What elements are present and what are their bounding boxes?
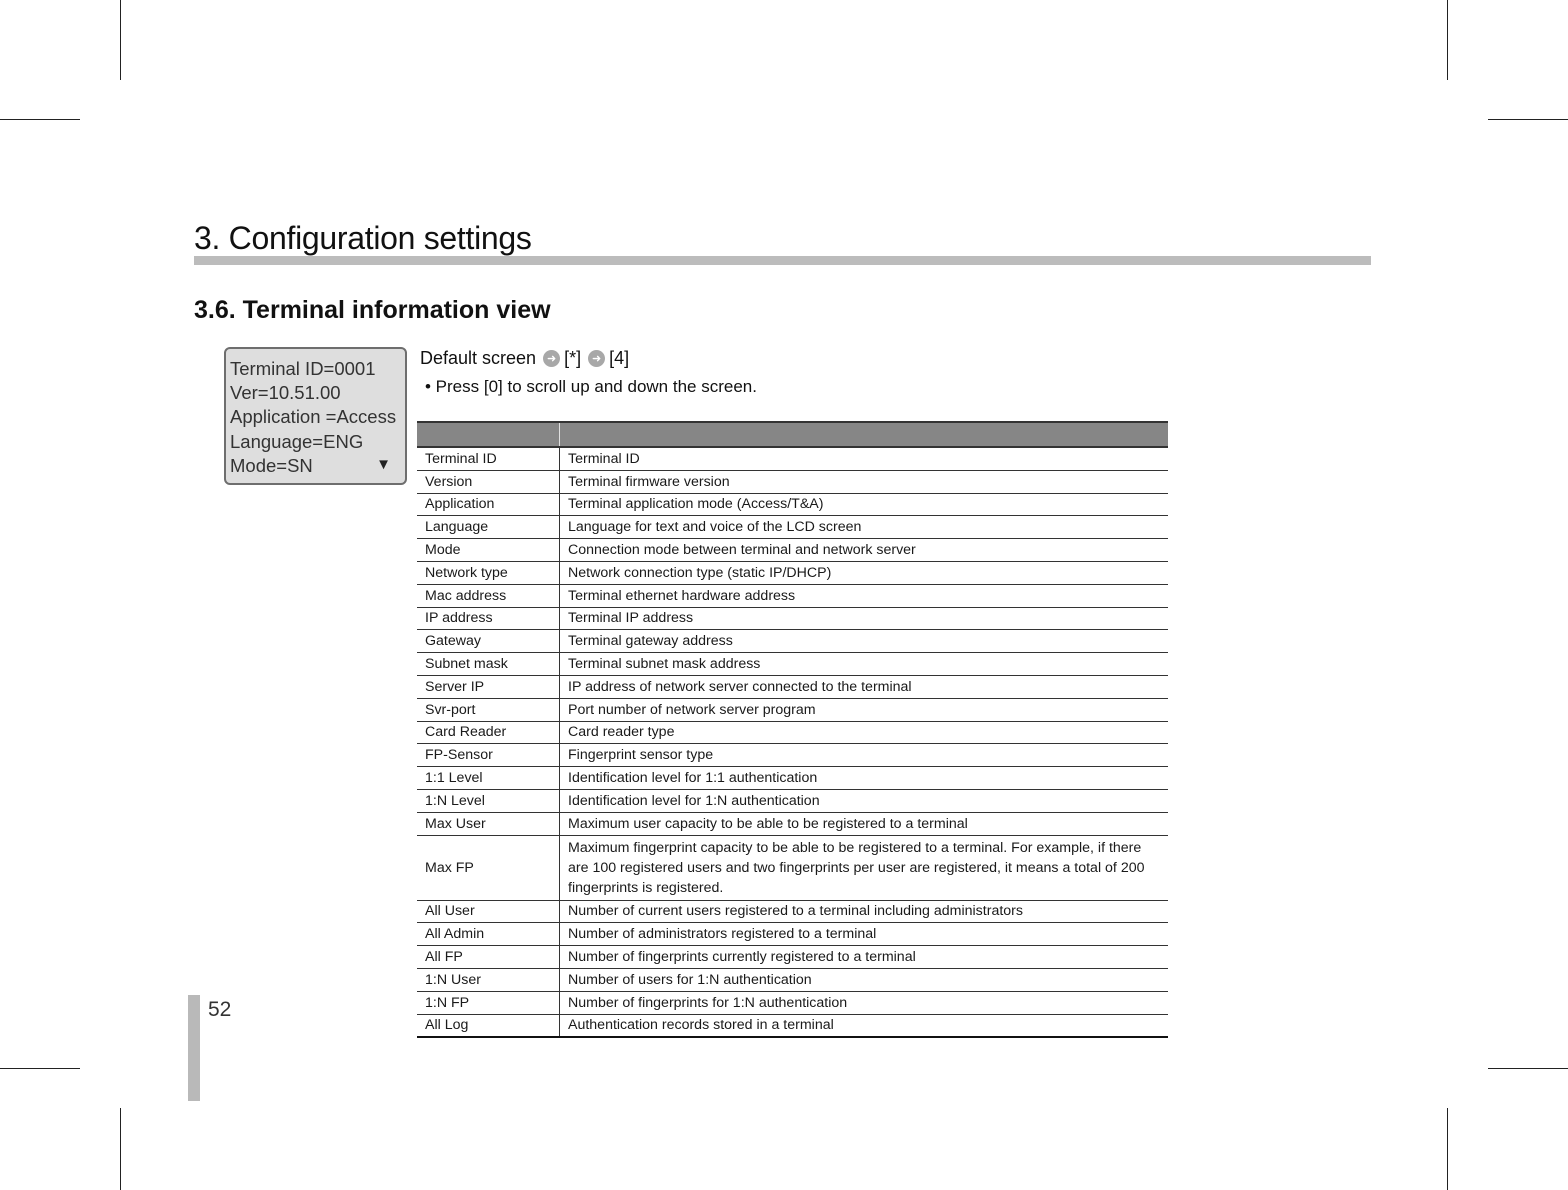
terminal-info-table bbox=[417, 421, 1168, 1038]
right-arrow-circle-icon: ➜ bbox=[543, 350, 560, 367]
item-description: Terminal subnet mask address bbox=[560, 653, 1169, 676]
right-arrow-circle-icon: ➜ bbox=[588, 350, 605, 367]
table-row bbox=[417, 744, 1168, 767]
table-row bbox=[417, 968, 1168, 991]
table-row bbox=[417, 675, 1168, 698]
item-description: IP address of network server connected to the terminal bbox=[560, 675, 1169, 698]
item-description: Authentication records stored in a terminal bbox=[560, 1014, 1169, 1037]
item-description: Identification level for 1:N authentication bbox=[560, 789, 1169, 812]
item-name: Max FP bbox=[417, 835, 560, 900]
item-name: All Admin bbox=[417, 923, 560, 946]
item-description: Terminal firmware version bbox=[560, 470, 1169, 493]
chapter-rule bbox=[194, 256, 1371, 265]
nav-start: Default screen bbox=[420, 348, 537, 368]
item-name: All User bbox=[417, 900, 560, 923]
table-row bbox=[417, 470, 1168, 493]
item-description: Port number of network server program bbox=[560, 698, 1169, 721]
item-name: 1:N Level bbox=[417, 789, 560, 812]
table-row bbox=[417, 923, 1168, 946]
item-name: Subnet mask bbox=[417, 653, 560, 676]
down-triangle-icon: ▼ bbox=[376, 456, 391, 473]
item-name: All Log bbox=[417, 1014, 560, 1037]
scroll-instruction: • Press [0] to scroll up and down the screen. bbox=[425, 377, 757, 396]
item-name: All FP bbox=[417, 946, 560, 969]
table-row bbox=[417, 653, 1168, 676]
crop-mark-top-right bbox=[1488, 119, 1568, 120]
lcd-line: Language=ENG bbox=[230, 430, 364, 452]
item-name: Mode bbox=[417, 539, 560, 562]
table-header-description bbox=[560, 422, 1169, 447]
item-description: Language for text and voice of the LCD screen bbox=[560, 516, 1169, 539]
crop-mark-top-left bbox=[0, 119, 80, 120]
table-row bbox=[417, 812, 1168, 835]
table-row bbox=[417, 789, 1168, 812]
chapter-title: 3. Configuration settings bbox=[194, 220, 532, 256]
item-name: Server IP bbox=[417, 675, 560, 698]
page-number-bar bbox=[188, 995, 200, 1101]
page-number: 52 bbox=[208, 998, 232, 1021]
item-name: IP address bbox=[417, 607, 560, 630]
section-title: 3.6. Terminal information view bbox=[194, 296, 551, 324]
table-row bbox=[417, 946, 1168, 969]
table-row bbox=[417, 1014, 1168, 1037]
item-name: Card Reader bbox=[417, 721, 560, 744]
lcd-line: Application =Access bbox=[230, 406, 397, 428]
table-row bbox=[417, 539, 1168, 562]
item-description: Number of current users registered to a terminal including administrators bbox=[560, 900, 1169, 923]
table-header-item bbox=[417, 422, 560, 447]
crop-mark-top-right bbox=[1447, 0, 1448, 80]
item-name: FP-Sensor bbox=[417, 744, 560, 767]
item-description: Card reader type bbox=[560, 721, 1169, 744]
item-name: Language bbox=[417, 516, 560, 539]
item-name: Max User bbox=[417, 812, 560, 835]
table-row bbox=[417, 561, 1168, 584]
item-name: Gateway bbox=[417, 630, 560, 653]
crop-mark-bottom-left bbox=[120, 1108, 121, 1190]
lcd-line: Ver=10.51.00 bbox=[230, 382, 341, 404]
lcd-line: Terminal ID=0001 bbox=[230, 358, 376, 379]
item-description: Number of administrators registered to a terminal bbox=[560, 923, 1169, 946]
table-row bbox=[417, 721, 1168, 744]
table-row bbox=[417, 447, 1168, 470]
table-row bbox=[417, 900, 1168, 923]
table-row bbox=[417, 516, 1168, 539]
item-description: Number of fingerprints for 1:N authentication bbox=[560, 991, 1169, 1014]
table-row bbox=[417, 607, 1168, 630]
table-row bbox=[417, 493, 1168, 516]
item-description: Terminal gateway address bbox=[560, 630, 1169, 653]
lcd-line: Mode=SN bbox=[230, 454, 313, 476]
item-name: Mac address bbox=[417, 584, 560, 607]
table-row bbox=[417, 630, 1168, 653]
crop-mark-bottom-right bbox=[1447, 1108, 1448, 1190]
lcd-screen bbox=[224, 347, 407, 485]
nav-step-four: [4] bbox=[609, 348, 630, 368]
item-description: Terminal IP address bbox=[560, 607, 1169, 630]
crop-mark-bottom-left bbox=[0, 1068, 80, 1069]
item-name: Svr-port bbox=[417, 698, 560, 721]
item-description: Fingerprint sensor type bbox=[560, 744, 1169, 767]
item-name: 1:N User bbox=[417, 968, 560, 991]
table-header-row bbox=[417, 422, 1168, 447]
item-name: Version bbox=[417, 470, 560, 493]
item-description: Maximum fingerprint capacity to be able to be registered to a terminal. For example, if there are 100 registered users and two fingerprints per user are registered, it means a total of 200 fingerprints is registered. bbox=[560, 835, 1169, 900]
table-row bbox=[417, 835, 1168, 900]
item-description: Network connection type (static IP/DHCP) bbox=[560, 561, 1169, 584]
table-row bbox=[417, 584, 1168, 607]
nav-step-star: [*] bbox=[564, 348, 582, 368]
item-description: Terminal ethernet hardware address bbox=[560, 584, 1169, 607]
item-name: 1:N FP bbox=[417, 991, 560, 1014]
table-row bbox=[417, 991, 1168, 1014]
item-name: 1:1 Level bbox=[417, 767, 560, 790]
table-row bbox=[417, 698, 1168, 721]
item-description: Terminal ID bbox=[560, 447, 1169, 470]
item-name: Network type bbox=[417, 561, 560, 584]
crop-mark-top-left bbox=[120, 0, 121, 80]
item-description: Identification level for 1:1 authentication bbox=[560, 767, 1169, 790]
crop-mark-bottom-right bbox=[1488, 1068, 1568, 1069]
item-description: Connection mode between terminal and network server bbox=[560, 539, 1169, 562]
item-name: Terminal ID bbox=[417, 447, 560, 470]
item-name: Application bbox=[417, 493, 560, 516]
item-description: Number of users for 1:N authentication bbox=[560, 968, 1169, 991]
item-description: Terminal application mode (Access/T&A) bbox=[560, 493, 1169, 516]
item-description: Number of fingerprints currently registered to a terminal bbox=[560, 946, 1169, 969]
item-description: Maximum user capacity to be able to be registered to a terminal bbox=[560, 812, 1169, 835]
navigation-path bbox=[420, 348, 629, 369]
table-row bbox=[417, 767, 1168, 790]
